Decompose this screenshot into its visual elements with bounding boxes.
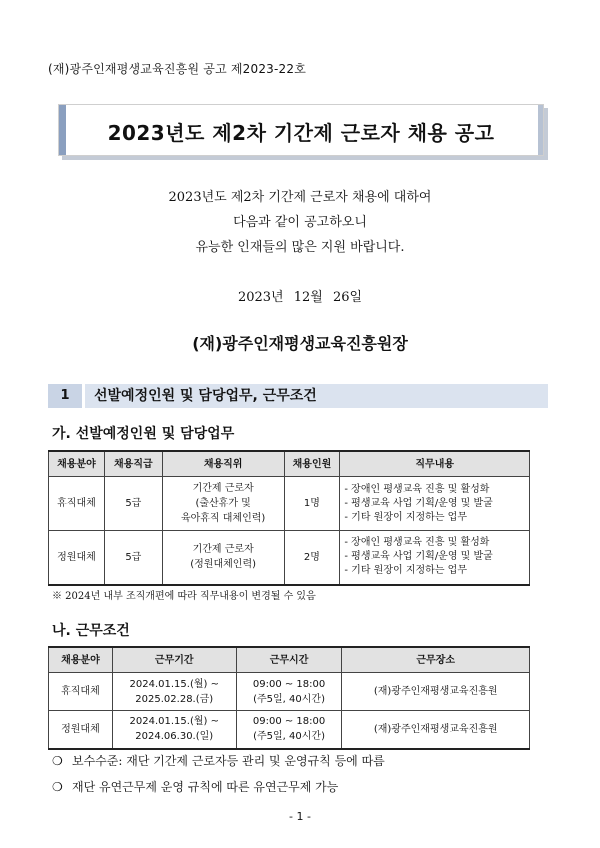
position-line: (정원대체인력): [190, 559, 257, 571]
section-number: 1: [48, 384, 82, 408]
cell-duties: [340, 531, 530, 585]
position-line: 기간제 근로자: [192, 483, 254, 494]
bullet-text: 보수수준: 재단 기간제 근로자등 관리 및 운영규칙 등에 따름: [72, 754, 385, 768]
cell-duties: [340, 477, 530, 531]
conditions-table: [48, 646, 530, 750]
cell-field: 휴직대체: [49, 477, 105, 531]
page-title: 2023년도 제2차 기간제 근로자 채용 공고: [107, 121, 495, 145]
cell-period: [112, 673, 236, 711]
cell-grade: 5급: [104, 477, 162, 531]
period-line: 2024.06.30.(일): [135, 731, 214, 743]
duty-line: - 장애인 평생교육 진흥 및 활성화: [344, 537, 490, 549]
period-line: 2025.02.28.(금): [135, 693, 214, 705]
column-header: 채용직위: [162, 451, 284, 477]
period-line: 2024.01.15.(월) ~: [129, 678, 219, 690]
column-header: 채용직급: [104, 451, 162, 477]
cell-place: (재)광주인재평생교육진흥원: [342, 673, 530, 711]
cell-count: 2명: [284, 531, 340, 585]
cell-grade: 5급: [104, 531, 162, 585]
column-header: 근무기간: [112, 647, 236, 673]
position-line: 기간제 근로자: [192, 544, 254, 556]
bullet-item: [52, 752, 385, 769]
cell-field: 정원대체: [49, 531, 105, 585]
hours-line: (주5일, 40시간): [253, 693, 325, 705]
column-header: 근무시간: [236, 647, 342, 673]
hours-line: 09:00 ~ 18:00: [252, 716, 326, 728]
cell-period: [112, 711, 236, 749]
cell-hours: [236, 673, 342, 711]
intro-line-1: 2023년도 제2차 기간제 근로자 채용에 대하여: [168, 190, 432, 205]
organization-head: (재)광주인재평생교육진흥원장: [192, 334, 408, 353]
table-row: [49, 673, 530, 711]
cell-position: [162, 531, 284, 585]
cell-field: 휴직대체: [49, 673, 113, 711]
table-header-row: [49, 451, 530, 477]
hours-line: (주5일, 40시간): [253, 731, 325, 743]
cell-place: (재)광주인재평생교육진흥원: [342, 711, 530, 749]
duty-line: - 평생교육 사업 기획/운영 및 발굴: [344, 497, 493, 509]
table-header-row: [49, 647, 530, 673]
cell-field: 정원대체: [49, 711, 113, 749]
bullet-text: 재단 유연근무제 운영 규칙에 따른 유연근무제 가능: [72, 780, 339, 794]
intro-line-2: 다음과 같이 공고하오니: [233, 215, 367, 230]
circle-bullet-icon: ❍: [52, 754, 63, 768]
table-row: [49, 531, 530, 585]
cell-position: [162, 477, 284, 531]
cell-count: 1명: [284, 477, 340, 531]
intro-line-3: 유능한 인재들의 많은 지원 바랍니다.: [195, 240, 405, 255]
column-header: 채용분야: [49, 647, 113, 673]
table-row: [49, 711, 530, 749]
section-header: [48, 384, 548, 408]
page-number: - 1 -: [289, 810, 311, 823]
subheading-staffing: 가. 선발예정인원 및 담당업무: [52, 426, 235, 442]
column-header: 채용분야: [49, 451, 105, 477]
circle-bullet-icon: ❍: [52, 780, 63, 794]
column-header: 직무내용: [340, 451, 530, 477]
document-number: (재)광주인재평생교육진흥원 공고 제2023-22호: [48, 62, 307, 76]
duty-line: - 평생교육 사업 기획/운영 및 발굴: [344, 551, 493, 563]
subheading-conditions: 나. 근무조건: [52, 623, 130, 639]
period-line: 2024.01.15.(월) ~: [129, 716, 219, 728]
column-header: 채용인원: [284, 451, 340, 477]
hours-line: 09:00 ~ 18:00: [252, 678, 326, 690]
section-title: 선발예정인원 및 담당업무, 근무조건: [94, 388, 317, 404]
duty-line: - 기타 원장이 지정하는 업무: [344, 565, 467, 577]
duty-line: - 기타 원장이 지정하는 업무: [344, 511, 467, 523]
column-header: 근무장소: [342, 647, 530, 673]
announcement-date: 2023년 12월 26일: [237, 290, 363, 305]
staffing-table: [48, 450, 530, 586]
bullet-item: [52, 778, 338, 795]
note-text: ※ 2024년 내부 조직개편에 따라 직무내용이 변경될 수 있음: [52, 591, 316, 602]
position-line: (출산휴가 및: [195, 498, 251, 509]
title-box: [58, 104, 544, 156]
duty-line: - 장애인 평생교육 진흥 및 활성화: [344, 483, 490, 495]
table-row: [49, 477, 530, 531]
position-line: 육아휴직 대체인력): [180, 513, 266, 524]
cell-hours: [236, 711, 342, 749]
